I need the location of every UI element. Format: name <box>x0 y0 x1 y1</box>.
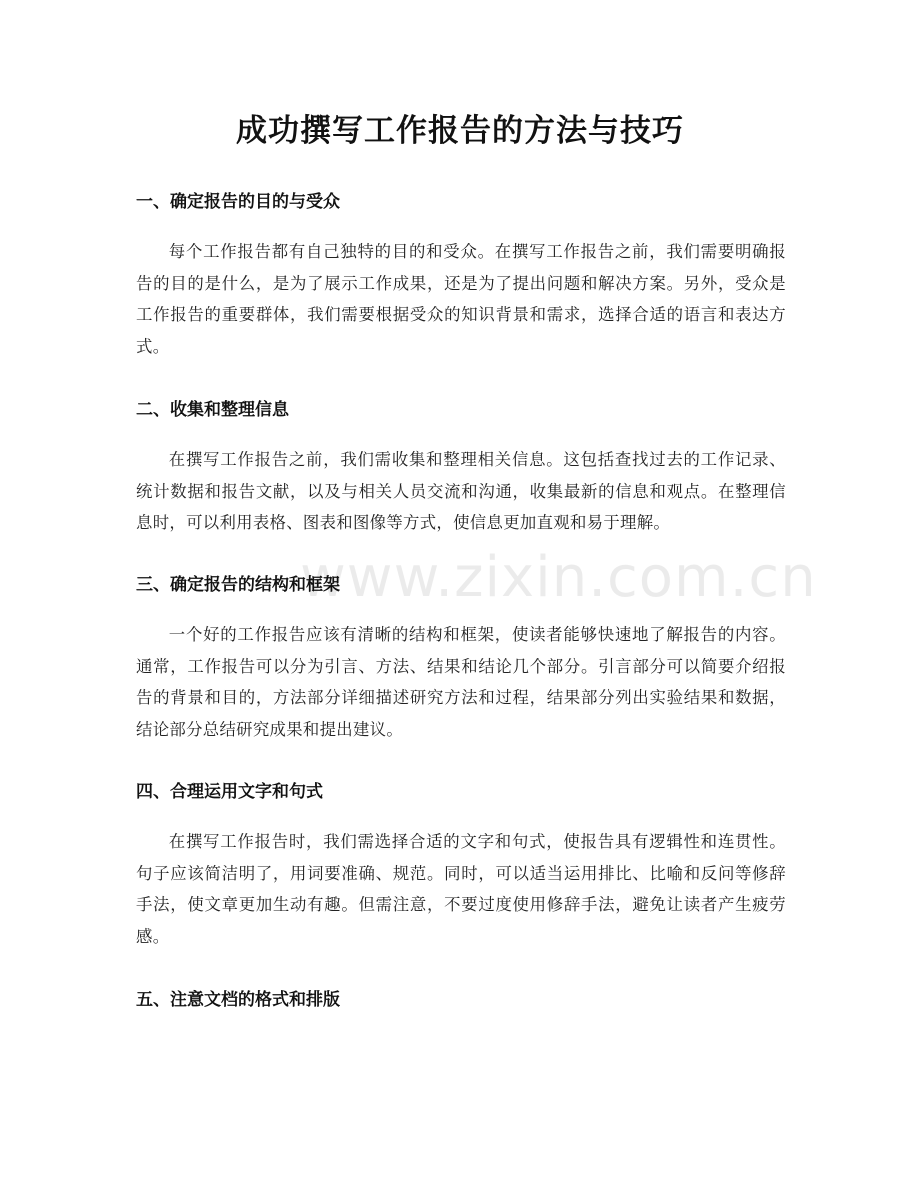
section-5 <box>136 988 786 1012</box>
section-paragraph: 在撰写工作报告之前，我们需收集和整理相关信息。这包括查找过去的工作记录、统计数据和报告文献，以及与相关人员交流和沟通，收集最新的信息和观点。在整理信息时，可以利用表格、图表和图像等方式，使信息更加直观和易于理解。 <box>136 450 786 532</box>
section-heading: 一、确定报告的目的与受众 <box>136 192 340 212</box>
section-3 <box>136 573 786 745</box>
section-heading: 三、确定报告的结构和框架 <box>136 575 340 595</box>
section-paragraph: 每个工作报告都有自己独特的目的和受众。在撰写工作报告之前，我们需要明确报告的目的是什么，是为了展示工作成果，还是为了提出问题和解决方案。另外，受众是工作报告的重要群体，我们需要根据受众的知识背景和需求，选择合适的语言和表达方式。 <box>136 242 786 356</box>
section-paragraph: 一个好的工作报告应该有清晰的结构和框架，使读者能够快速地了解报告的内容。通常，工作报告可以分为引言、方法、结果和结论几个部分。引言部分可以简要介绍报告的背景和目的，方法部分详细描述研究方法和过程，结果部分列出实验结果和数据，结论部分总结研究成果和提出建议。 <box>136 625 786 739</box>
section-heading: 五、注意文档的格式和排版 <box>136 990 340 1010</box>
section-heading: 四、合理运用文字和句式 <box>136 782 323 802</box>
section-1 <box>136 190 786 362</box>
section-2 <box>136 398 786 539</box>
section-4 <box>136 780 786 952</box>
section-paragraph: 在撰写工作报告时，我们需选择合适的文字和句式，使报告具有逻辑性和连贯性。句子应该简洁明了，用词要准确、规范。同时，可以适当运用排比、比喻和反问等修辞手法，使文章更加生动有趣。但需注意，不要过度使用修辞手法，避免让读者产生疲劳感。 <box>136 832 786 946</box>
section-heading: 二、收集和整理信息 <box>136 400 289 420</box>
document-title: 成功撰写工作报告的方法与技巧 <box>236 113 684 149</box>
watermark: www.zixin.com.cn <box>300 545 817 610</box>
